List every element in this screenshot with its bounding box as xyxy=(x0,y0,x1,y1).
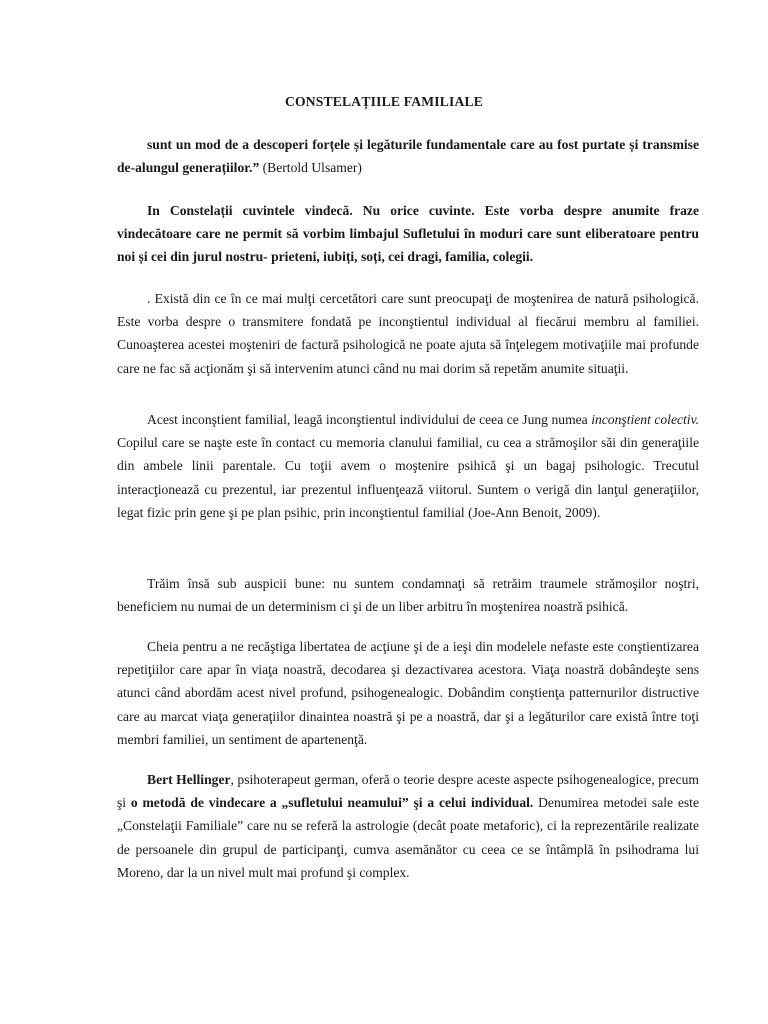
paragraph-unconscious xyxy=(117,408,699,524)
paragraph-hellinger xyxy=(117,768,699,884)
paragraph-auspices: Trăim însă sub auspicii bune: nu suntem condamnaţi să retrăim traumele strămoşilor noştri, beneficiem nu numai de un determinism ci şi de un liber arbitru în moştenirea noastră psihică. xyxy=(117,576,699,615)
paragraph-quote xyxy=(117,133,699,179)
hellinger-text-a: , psihoterapeut german, oferă o teorie despre aceste aspecte psihogenealogice, precum şi xyxy=(117,772,700,811)
quote-author: (Bertold Ulsamer) xyxy=(259,160,362,176)
paragraph-heritage: . Există din ce în ce mai mulţi cercetători care sunt preocupaţi de moştenirea de natură psihologică. Este vorba despre o transmitere fondată pe inconştientul individual al fiecărui membru al familiei. Cunoaşterea acestei moşteniri de factură psihologică ne poate ajuta să înţelegem motivaţiile mai profunde care ne fac să acţionăm şi să intervenim atunci când nu mai dorim să repetăm anumite situaţii. xyxy=(117,291,699,376)
document-title: CONSTELAȚIILE FAMILIALE xyxy=(284,94,484,109)
unconscious-italic: inconştient colectiv. xyxy=(591,412,699,427)
hellinger-bold: o metodă de vindecare a „sufletului neamului” şi a celui individual. xyxy=(130,795,534,811)
unconscious-text-a: Acest inconştient familial, leagă inconştientul individului de ceea ce Jung numea xyxy=(147,412,592,427)
author-name: Bert Hellinger xyxy=(147,772,231,787)
hellinger-text-b: Denumirea metodei sale este „Constelaţii Familiale” care nu se referă la astrologie (decât poate metaforic), ci la reprezentările realizate de persoanele din grupul de participanţi, cumva asemănător cu ceea ce se întâmplă în psihodrama lui Moreno, dar la un nivel mult mai profund şi complex. xyxy=(117,795,699,880)
paragraph-intro: In Constelații cuvintele vindecă. Nu orice cuvinte. Este vorba despre anumite fraze vindecătoare care ne permit să vorbim limbajul Sufletului în moduri care sunt eliberatoare pentru noi și cei din jurul nostru- prieteni, iubiți, soți, cei dragi, familia, colegii. xyxy=(117,203,699,265)
unconscious-text-b: Copilul care se naşte este în contact cu memoria clanului familial, cu cea a strămoşilor săi din generaţiile din ambele linii parentale. Cu toţii avem o moştenire psihică şi un bagaj psihologic. Trecutul interacţionează cu prezentul, iar prezentul influenţează viitorul. Suntem o verigă din lanţul generaţiilor, legat fizic prin gene şi pe plan psihic, prin inconştientul familial (Joe-Ann Benoit, 2009). xyxy=(117,435,699,520)
quote-text: sunt un mod de a descoperi forțele și legăturile fundamentale care au fost purtate și transmise de-alungul generațiilor.” xyxy=(117,137,699,176)
paragraph-key: Cheia pentru a ne recăştiga libertatea de acţiune şi de a ieşi din modelele nefaste este conştientizarea repetiţiilor care apar în viaţa noastră, decodarea şi dezactivarea acestora. Viaţa noastră dobândeşte sens atunci când abordăm acest nivel profund, psihogenealogic. Dobândim conştienţa patternurilor distructive care au marcat viaţa generaţiilor dinaintea noastră şi pe a noastră, dar şi a legăturilor care există între toţi membri familiei, un sentiment de apartenenţă. xyxy=(117,639,699,747)
